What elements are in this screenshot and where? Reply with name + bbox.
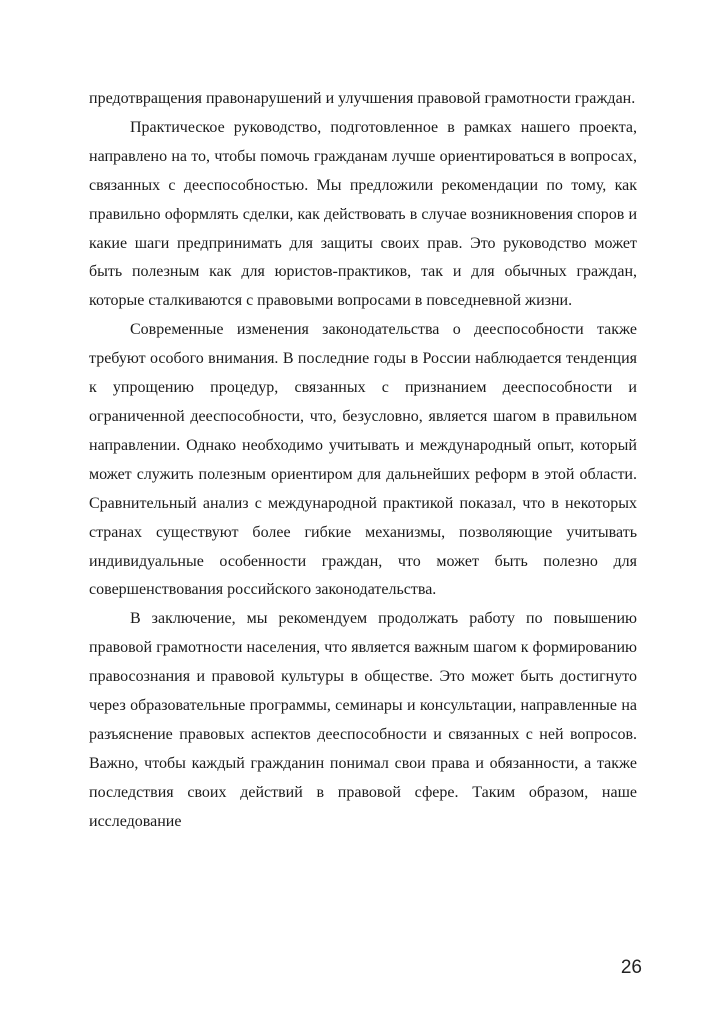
paragraph-4: В заключение, мы рекомендуем продолжать работу по повышению правовой грамотности населения, что является важным шагом к формированию правосознания и правовой культуры в обществе. Это может быть достигнуто через образовательные программы, семинары и консультации, направленные на разъяснение правовых аспектов дееспособности и связанных с ней вопросов. Важно, чтобы каждый гражданин понимал свои права и обязанности, а также последствия своих действий в правовой сфере. Таким образом, наше исследование: [89, 610, 637, 830]
paragraph-3: Современные изменения законодательства о дееспособности также требуют особого внимания. В последние годы в России наблюдается тенденция к упрощению процедур, связанных с признанием дееспособности и ограниченной дееспособности, что, безусловно, является шагом в правильном направлении. Однако необходимо учитывать и международный опыт, который может служить полезным ориентиром для дальнейших реформ в этой области. Сравнительный анализ с международной практикой показал, что в некоторых странах существуют более гибкие механизмы, позволяющие учитывать индивидуальные особенности граждан, что может быть полезно для совершенствования российского законодательства.: [89, 321, 637, 599]
paragraph-1: предотвращения правонарушений и улучшения правовой грамотности граждан.: [89, 90, 636, 107]
paragraph-2: Практическое руководство, подготовленное в рамках нашего проекта, направлено на то, чтобы помочь гражданам лучше ориентироваться в вопросах, связанных с дееспособностью. Мы предложили рекомендации по тому, как правильно оформлять сделки, как действовать в случае возникновения споров и какие шаги предпринимать для защиты своих прав. Это руководство может быть полезным как для юристов-практиков, так и для обычных граждан, которые сталкиваются с правовыми вопросами в повседневной жизни.: [89, 118, 637, 310]
body-text: [89, 85, 637, 837]
page-number: 26: [620, 957, 642, 978]
